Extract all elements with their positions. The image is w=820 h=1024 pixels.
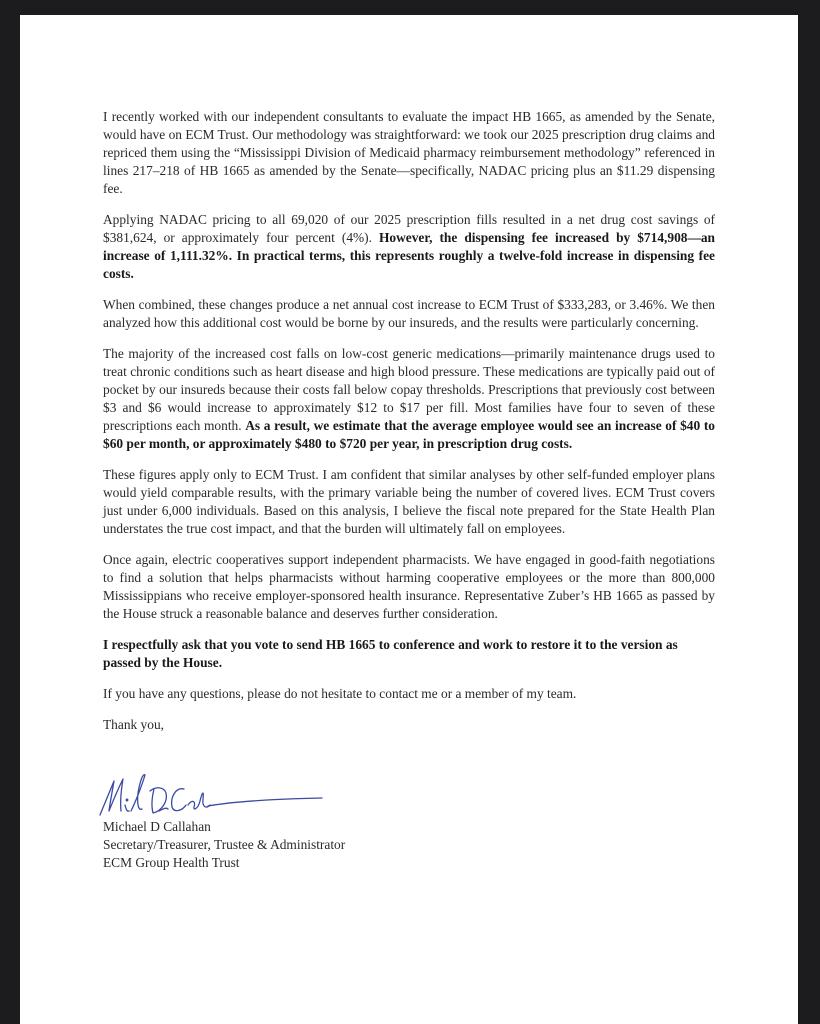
paragraph-emphasis: As a result, we estimate that the average employee would see an increase of $40 to $60 per month, or approximately $480 to $720 per year, in prescription drug costs. xyxy=(103,418,716,451)
paragraph-nadac-results xyxy=(103,211,715,283)
paragraph-cooperatives xyxy=(103,551,715,623)
paragraph-emphasis: However, the dispensing fee increased by $714,908—an increase of 1,111.32%. In practical terms, this represents roughly a twelve-fold increase in dispensing fee costs. xyxy=(103,230,715,281)
paragraph-ecm-scope xyxy=(103,466,715,538)
signer-name: Michael D Callahan xyxy=(103,819,211,834)
handwritten-signature xyxy=(96,771,326,819)
signer-title: Secretary/Treasurer, Trustee & Administrator xyxy=(103,837,346,852)
paragraph-net-cost xyxy=(103,296,715,332)
paragraph-request xyxy=(103,636,715,672)
signer-organization: ECM Group Health Trust xyxy=(103,855,240,870)
salutation: Thank you, xyxy=(103,717,164,732)
paragraph-text: When combined, these changes produce a net annual cost increase to ECM Trust of $333,283, or 3.46%. We then analyzed how this additional cost would be borne by our insureds, and the results were particularly concerning. xyxy=(103,297,715,330)
paragraph-text: Once again, electric cooperatives support independent pharmacists. We have engaged in good-faith negotiations to find a solution that helps pharmacists without harming cooperative employees or the more than 800,000 Mississippians who receive employer-sponsored health insurance. Representative Zuber’s HB 1665 as passed by the House struck a reasonable balance and deserves further consideration. xyxy=(103,552,715,621)
paragraph-generic-impact xyxy=(103,345,715,453)
paragraph-methodology xyxy=(103,108,715,198)
paragraph-text: These figures apply only to ECM Trust. I am confident that similar analyses by other self-funded employer plans would yield comparable results, with the primary variable being the number of covered lives. ECM Trust covers just under 6,000 individuals. Based on this analysis, I believe the fiscal note prepared for the State Health Plan understates the true cost impact, and that the burden will ultimately fall on employees. xyxy=(103,467,715,536)
letter-page xyxy=(20,15,798,1024)
paragraph-emphasis: I respectfully ask that you vote to send HB 1665 to conference and work to restore it to the version as passed by the House. xyxy=(103,637,678,670)
signature-icon xyxy=(96,771,326,819)
letter-body xyxy=(103,108,715,747)
paragraph-text: Applying NADAC pricing to all 69,020 of our 2025 prescription fills resulted in a net drug cost savings of $381,624, or approximately four percent (4%). xyxy=(103,212,715,245)
paragraph-text: I recently worked with our independent consultants to evaluate the impact HB 1665, as amended by the Senate, would have on ECM Trust. Our methodology was straightforward: we took our 2025 prescription drug claims and repriced them using the “Mississippi Division of Medicaid pharmacy reimbursement methodology” referenced in lines 217–218 of HB 1665 as amended by the Senate—specifically, NADAC pricing plus an $11.29 dispensing fee. xyxy=(103,109,715,196)
paragraph-text: The majority of the increased cost falls on low-cost generic medications—primarily maintenance drugs used to treat chronic conditions such as heart disease and high blood pressure. These medications are typically paid out of pocket by our insureds because their costs fall below copay thresholds. Prescriptions that previously cost between $3 and $6 would increase to approximately $12 to $17 per fill. Most families have four to seven of these prescriptions each month. xyxy=(103,346,715,433)
signature-block xyxy=(103,818,345,872)
closing-note: If you have any questions, please do not hesitate to contact me or a member of my team. xyxy=(103,686,577,701)
